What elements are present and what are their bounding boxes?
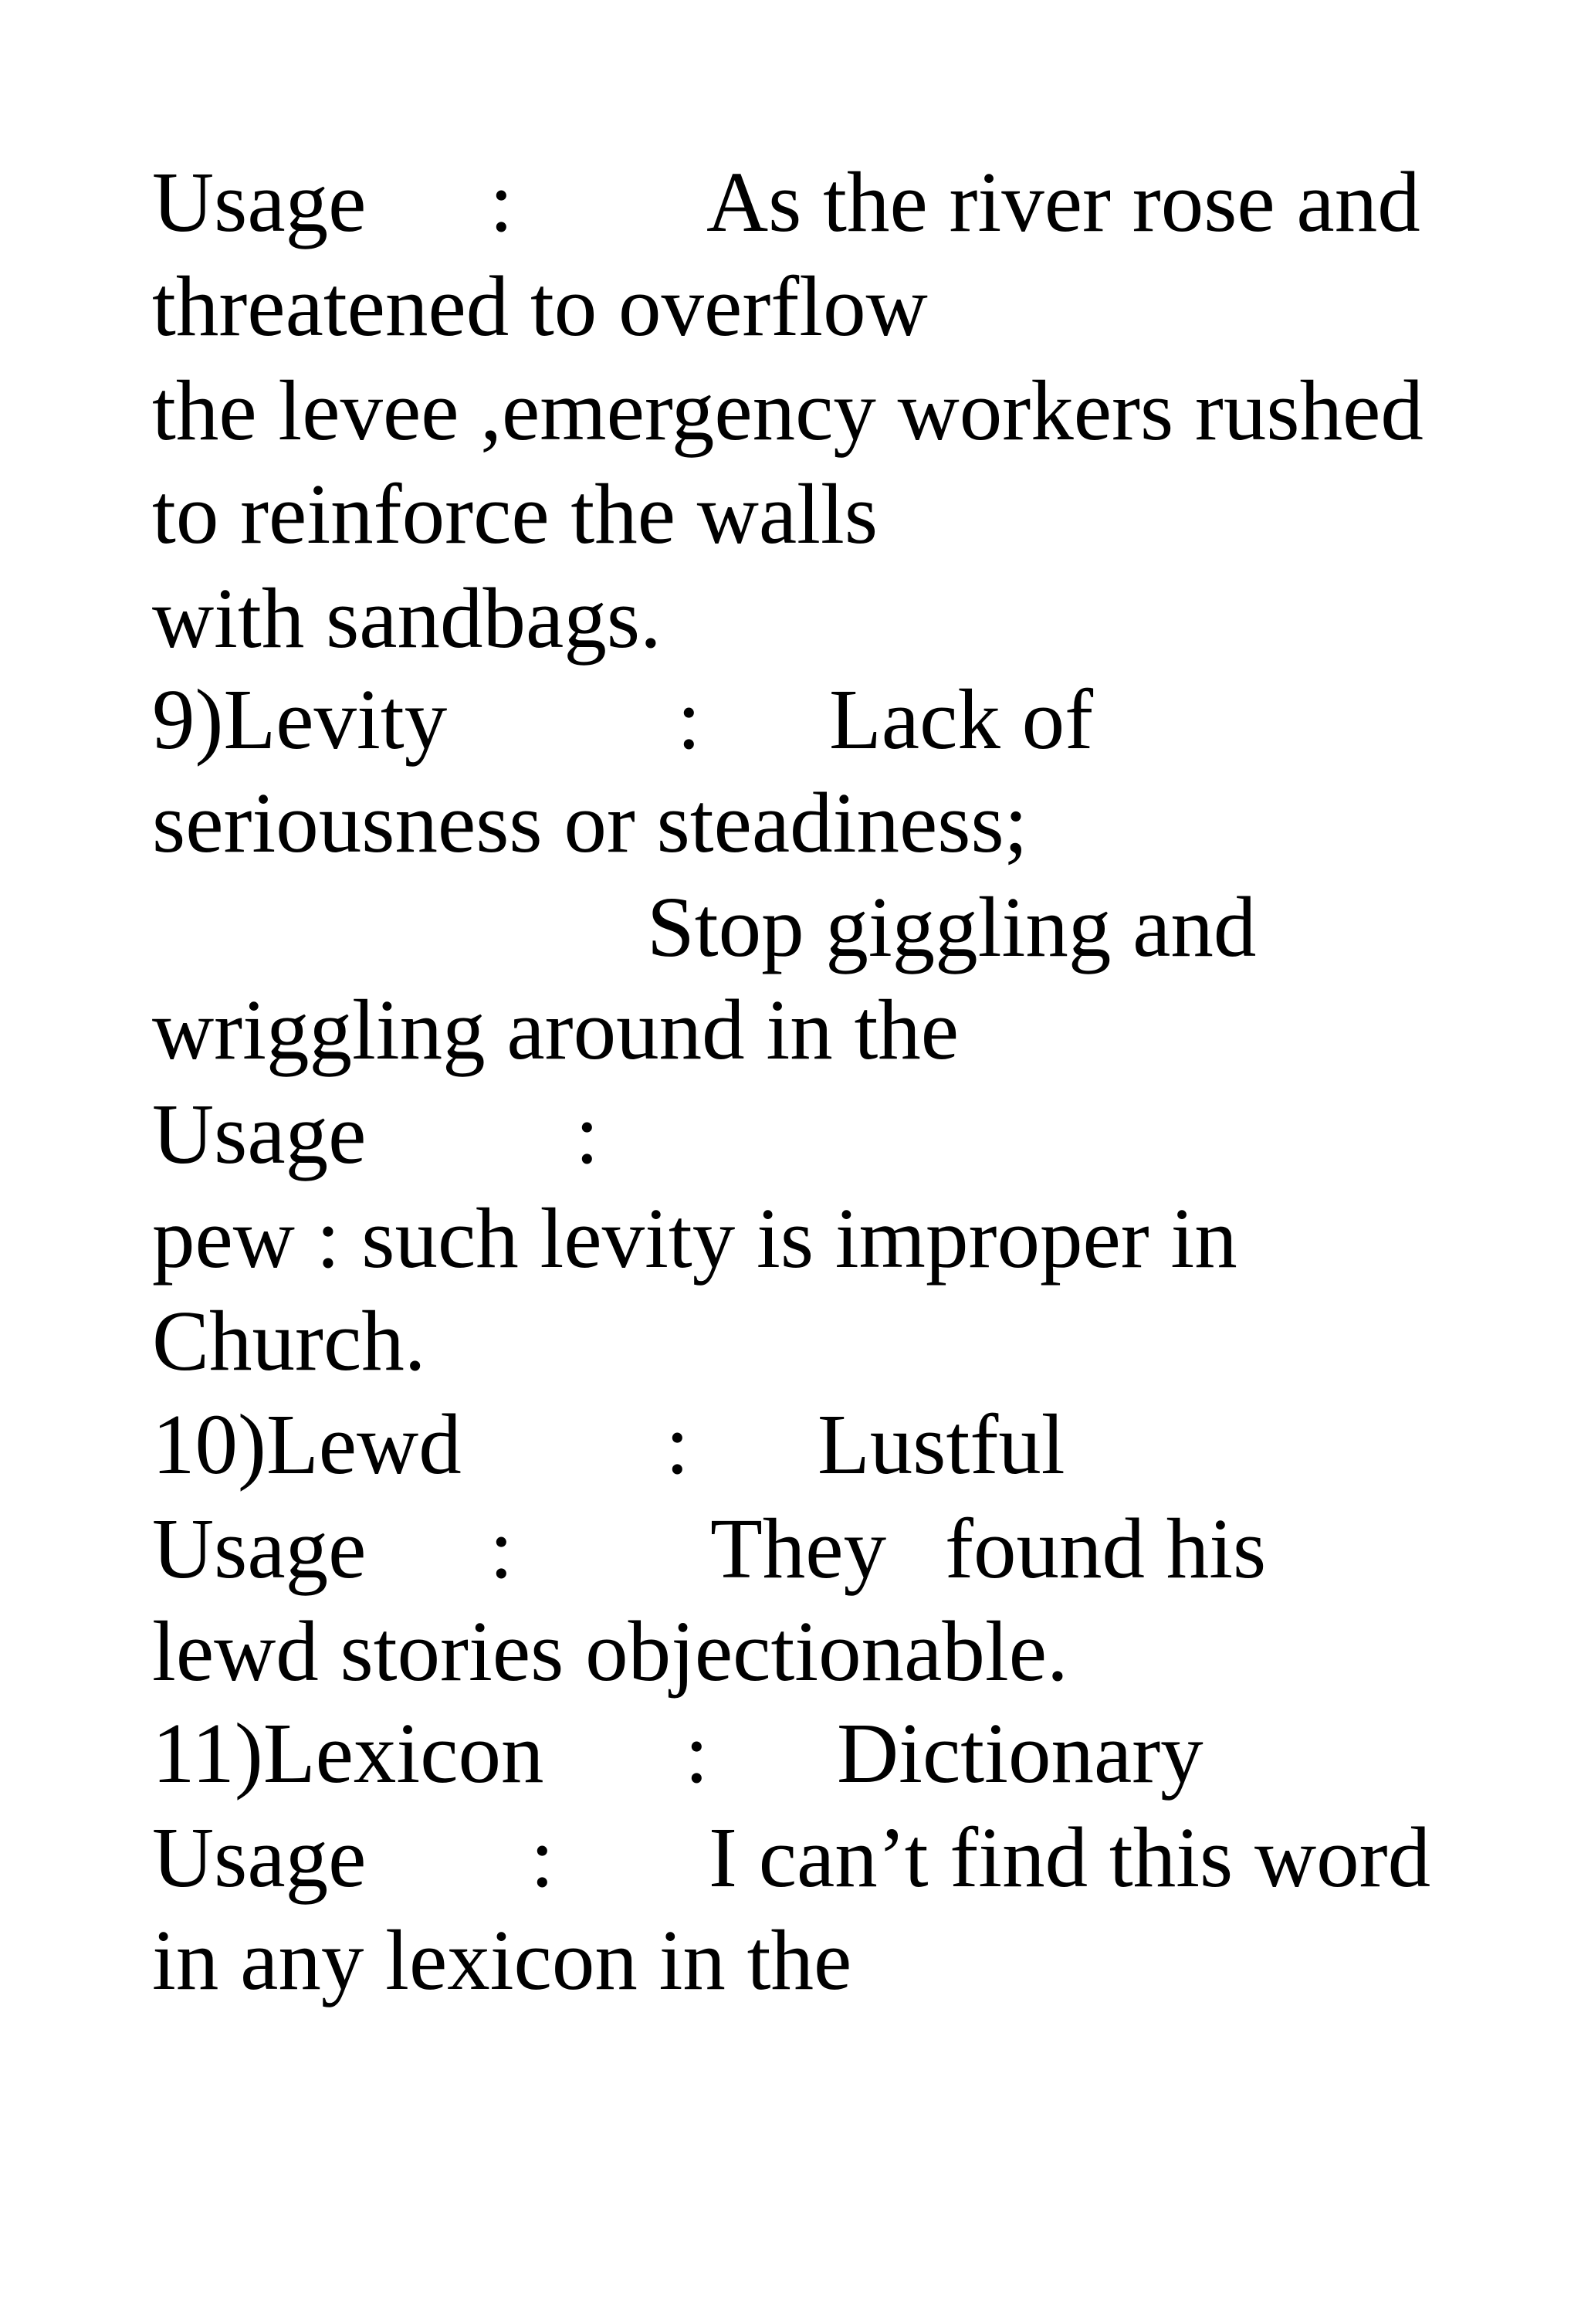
usage-text-continued: found his xyxy=(945,1502,1267,1597)
text-line: the levee ,emergency workers rushed xyxy=(152,364,1424,459)
term-label: 11)Lexicon xyxy=(152,1706,544,1801)
term-label: Usage xyxy=(152,1811,367,1906)
term-label: 9)Levity xyxy=(152,672,448,767)
usage-text: Stop giggling and xyxy=(647,880,1257,975)
text-line xyxy=(152,1702,1204,1806)
term-label: Usage xyxy=(152,1502,367,1597)
text-line: to reinforce the walls xyxy=(152,467,879,562)
text-line: seriousness or steadiness; xyxy=(152,776,1028,871)
text-line xyxy=(152,1394,1065,1497)
text-line: in any lexicon in the xyxy=(152,1913,852,2008)
colon-separator: : xyxy=(489,155,513,250)
text-line: threatened to overflow xyxy=(152,259,928,354)
text-line xyxy=(152,876,1257,980)
colon-separator: : xyxy=(489,1502,513,1597)
definition-text: Lack of xyxy=(829,672,1094,767)
text-line: pew : such levity is improper in xyxy=(152,1191,1237,1286)
text-line: Church. xyxy=(152,1294,426,1389)
text-line: wriggling around in the xyxy=(152,983,960,1078)
text-line xyxy=(152,1498,1267,1601)
text-line xyxy=(152,151,1420,255)
text-line xyxy=(152,669,1094,772)
colon-separator: : xyxy=(677,672,701,767)
text-line: with sandbags. xyxy=(152,571,662,666)
usage-text: They xyxy=(710,1502,887,1597)
definition-text: Dictionary xyxy=(837,1706,1204,1801)
text-line xyxy=(152,1083,599,1187)
definition-text: Lustful xyxy=(818,1397,1065,1492)
colon-separator: : xyxy=(530,1811,554,1906)
colon-separator: : xyxy=(665,1397,689,1492)
term-label: Usage xyxy=(152,155,367,250)
definition-text: As the river rose and xyxy=(706,155,1420,250)
colon-separator: : xyxy=(685,1706,709,1801)
text-line xyxy=(152,1807,1431,1910)
term-label: 10)Lewd xyxy=(152,1397,462,1492)
usage-text: I can’t find this word xyxy=(709,1811,1431,1906)
term-label: Usage xyxy=(152,1087,367,1182)
colon-separator: : xyxy=(575,1087,599,1182)
text-line: lewd stories objectionable. xyxy=(152,1604,1068,1699)
